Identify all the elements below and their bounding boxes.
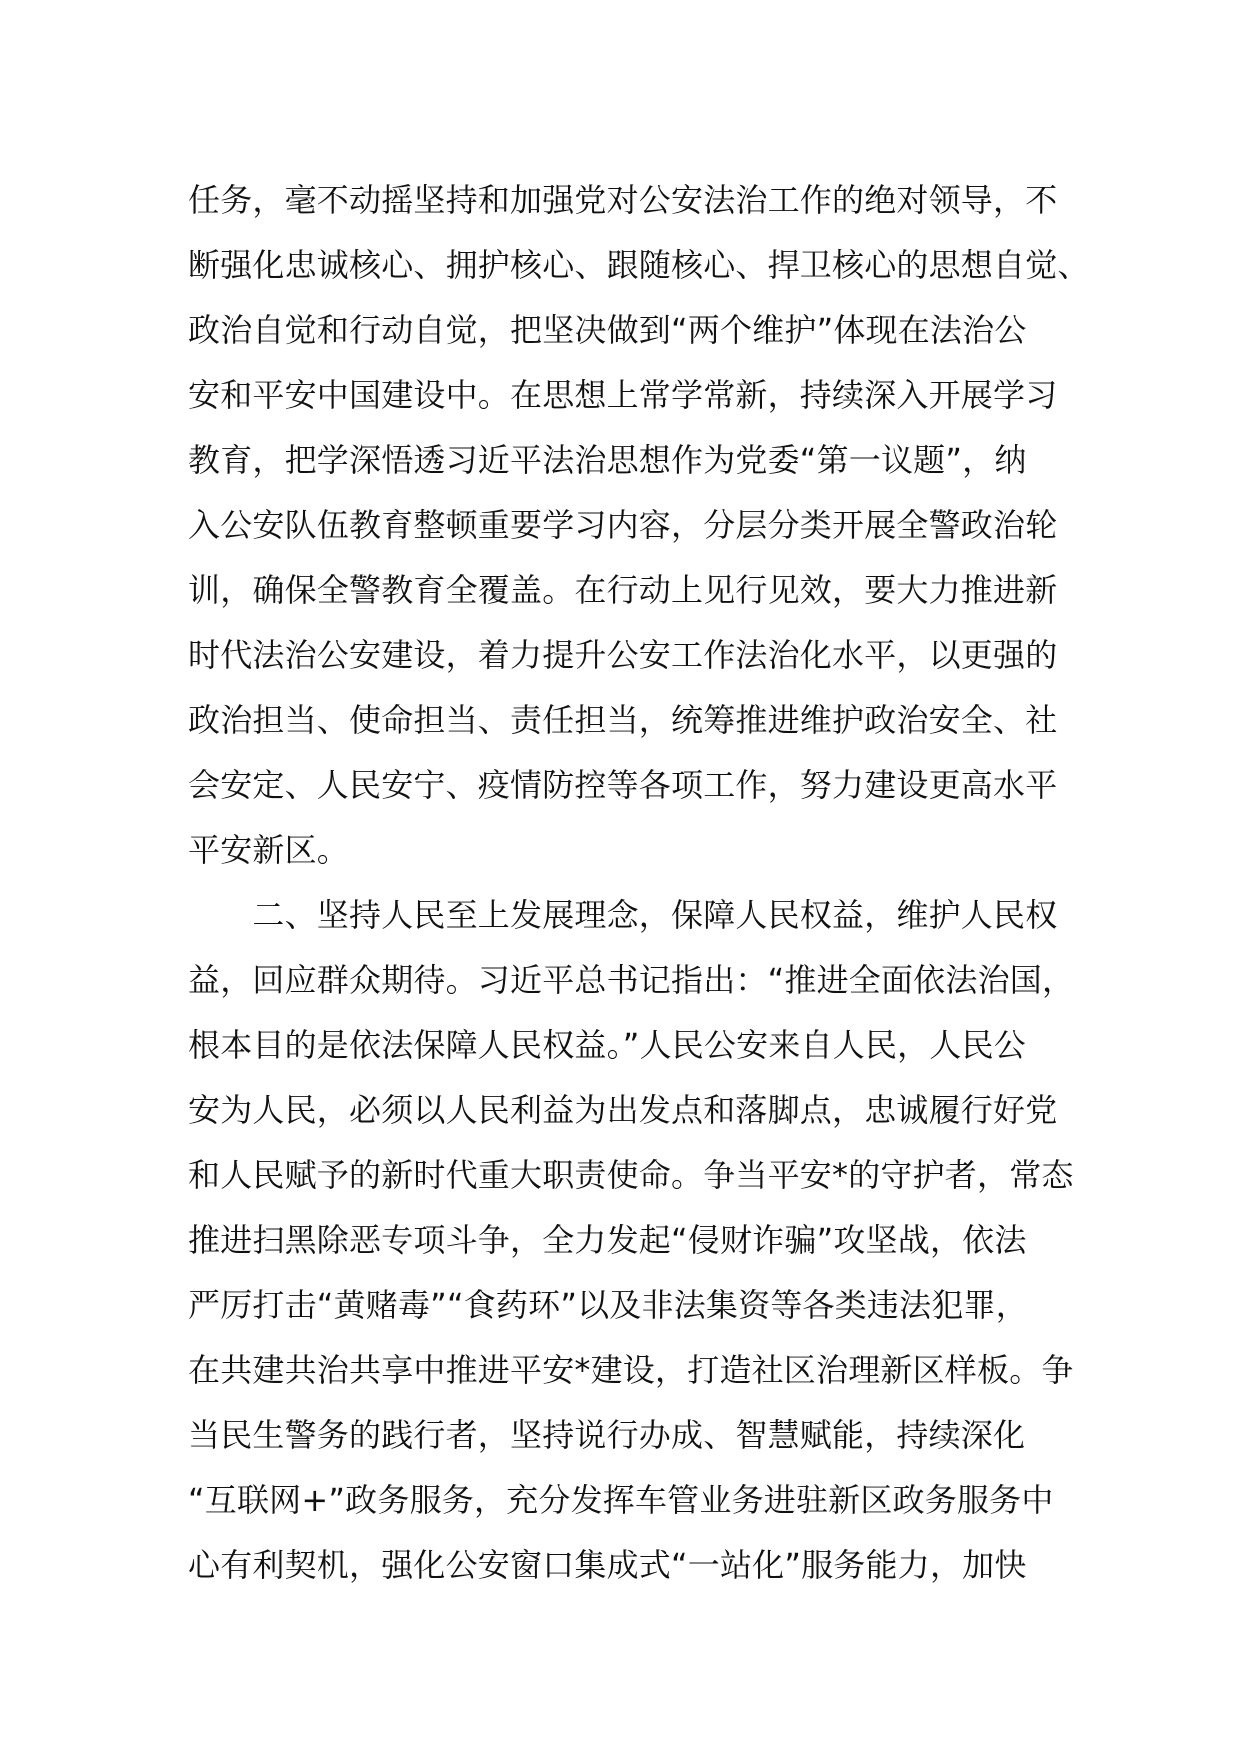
text-line-4: 安和平安中国建设中。在思想上常学常新，持续深入开展学习 [188,376,1058,414]
text-line-14: 根本目的是依法保障人民权益。”人民公安来自人民，人民公 [188,1026,1026,1064]
text-line-3: 政治自觉和行动自觉，把坚决做到“两个维护”体现在法治公 [188,311,1027,349]
text-line-19: 在共建共治共享中推进平安*建设，打造社区治理新区样板。争 [188,1351,1074,1389]
text-line-22: 心有利契机，强化公安窗口集成式“一站化”服务能力，加快 [188,1546,1027,1584]
text-line-8: 时代法治公安建设，着力提升公安工作法治化水平，以更强的 [188,636,1058,674]
text-line-16: 和人民赋予的新时代重大职责使命。争当平安*的守护者，常态 [188,1156,1074,1194]
text-line-5: 教育，把学深悟透习近平法治思想作为党委“第一议题”，纳 [188,441,1027,479]
text-line-11: 平安新区。 [188,831,350,869]
text-line-15: 安为人民，必须以人民利益为出发点和落脚点，忠诚履行好党 [188,1091,1058,1129]
text-line-6: 入公安队伍教育整顿重要学习内容，分层分类开展全警政治轮 [188,506,1058,544]
text-line-21: “互联网+”政务服务，充分发挥车管业务进驻新区政务服务中 [188,1481,1054,1519]
body-text [188,168,1090,1598]
text-line-10: 会安定、人民安宁、疫情防控等各项工作，努力建设更高水平 [188,766,1058,804]
text-line-18: 严厉打击“黄赌毒”“食药环”以及非法集资等各类违法犯罪， [188,1286,1028,1324]
text-line-13: 益，回应群众期待。习近平总书记指出：“推进全面依法治国， [188,961,1075,999]
text-line-17: 推进扫黑除恶专项斗争，全力发起“侵财诈骗”攻坚战，依法 [188,1221,1027,1259]
text-line-2: 断强化忠诚核心、拥护核心、跟随核心、捍卫核心的思想自觉、 [188,246,1090,284]
text-line-7: 训，确保全警教育全覆盖。在行动上见行见效，要大力推进新 [188,571,1058,609]
text-line-9: 政治担当、使命担当、责任担当，统筹推进维护政治安全、社 [188,701,1058,739]
section-heading-line: 二、坚持人民至上发展理念，保障人民权益，维护人民权 [188,896,1058,934]
text-line-20: 当民生警务的践行者，坚持说行办成、智慧赋能，持续深化 [188,1416,1026,1454]
text-line-1: 任务，毫不动摇坚持和加强党对公安法治工作的绝对领导，不 [188,181,1058,219]
